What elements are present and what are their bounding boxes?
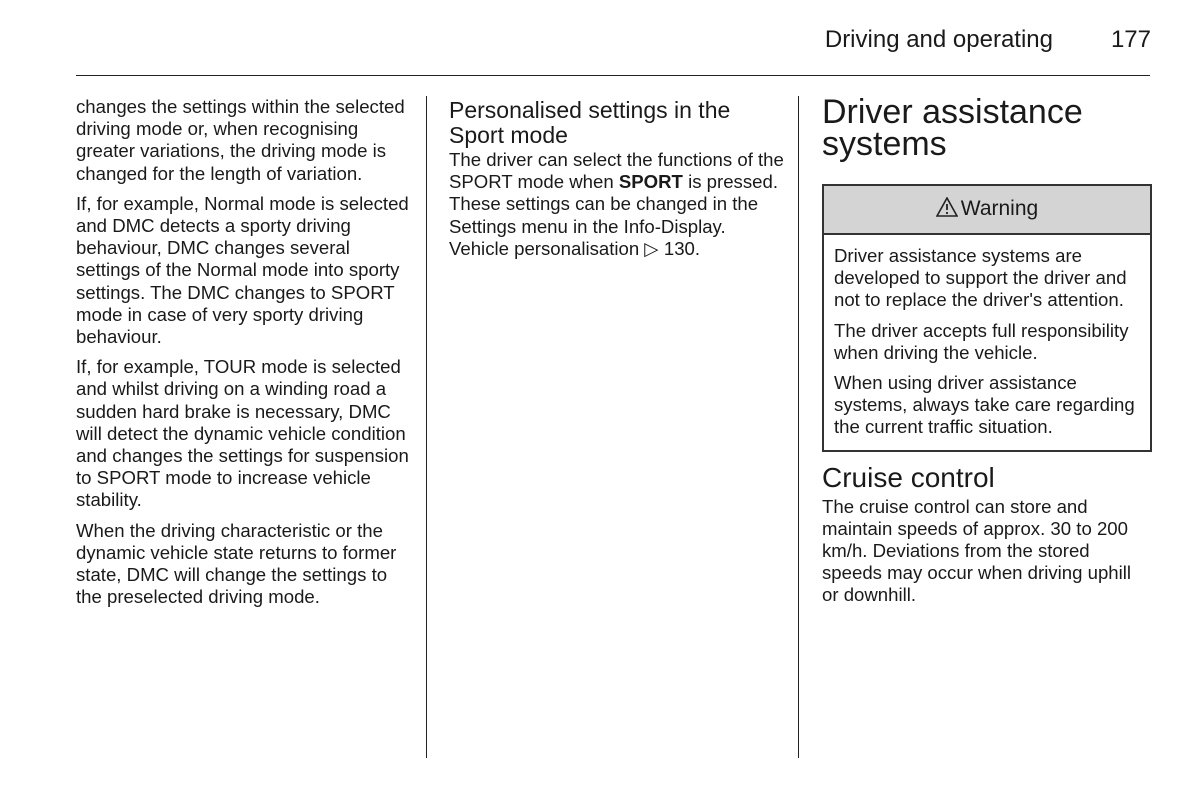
warning-body xyxy=(824,235,1150,450)
paragraph: Driver assistance systems are developed to support the driver and not to replace the driver's attention. xyxy=(834,245,1127,311)
warning-header xyxy=(824,186,1150,235)
paragraph: The cruise control can store and maintain speeds of approx. 30 to 200 km/h. Deviations from the stored speeds may occur when driving uphill or downhill. xyxy=(822,495,1132,606)
section-heading: Personalised settings in the Sport mode xyxy=(449,97,731,148)
warning-triangle-icon xyxy=(936,197,958,222)
column-divider xyxy=(426,96,427,758)
paragraph xyxy=(449,149,785,260)
section-heading: Cruise control xyxy=(822,461,995,493)
paragraph: If, for example, TOUR mode is selected and whilst driving on a winding road a sudden hard brake is necessary, DMC will detect the dynamic vehicle condition and changes the settings for suspension to SPORT mode to increase vehicle stability. xyxy=(76,356,409,511)
page-reference[interactable]: 130. xyxy=(658,237,701,259)
header-divider xyxy=(76,75,1150,76)
paragraph: When the driving characteristic or the dynamic vehicle state returns to former state, DMC will change the settings to the preselected driving mode. xyxy=(76,519,397,608)
warning-label: Warning xyxy=(960,197,1039,221)
page-number: 177 xyxy=(1110,26,1151,53)
text-run: The driver can select the functions of the SPORT mode when xyxy=(449,149,784,193)
paragraph: If, for example, Normal mode is selected and DMC detects a sporty driving behaviour, DMC changes several settings of the Normal mode into sporty settings. The DMC changes to SPORT mode in case of very sporty driving behaviour. xyxy=(76,192,409,348)
paragraph: changes the settings within the selected driving mode or, when recognising greater variations, the driving mode is changed for the length of variation. xyxy=(76,96,405,184)
warning-box xyxy=(822,184,1152,452)
column-left xyxy=(76,96,412,616)
header-title: Driving and operating xyxy=(824,26,1053,53)
paragraph: When using driver assistance systems, always take care regarding the current traffic situation. xyxy=(834,372,1135,438)
sport-button-label: SPORT xyxy=(618,171,683,193)
paragraph: The driver accepts full responsibility when driving the vehicle. xyxy=(834,319,1129,363)
column-middle xyxy=(449,96,785,268)
column-right xyxy=(822,93,1152,607)
arrow-ref-icon: ◁ xyxy=(644,237,659,259)
column-divider xyxy=(798,96,799,758)
text-run: is pressed. These settings can be changed in the Settings menu in the Info-Display. Vehicle personalisation xyxy=(449,171,778,259)
chapter-heading: Driver assistance systems xyxy=(822,93,1083,163)
